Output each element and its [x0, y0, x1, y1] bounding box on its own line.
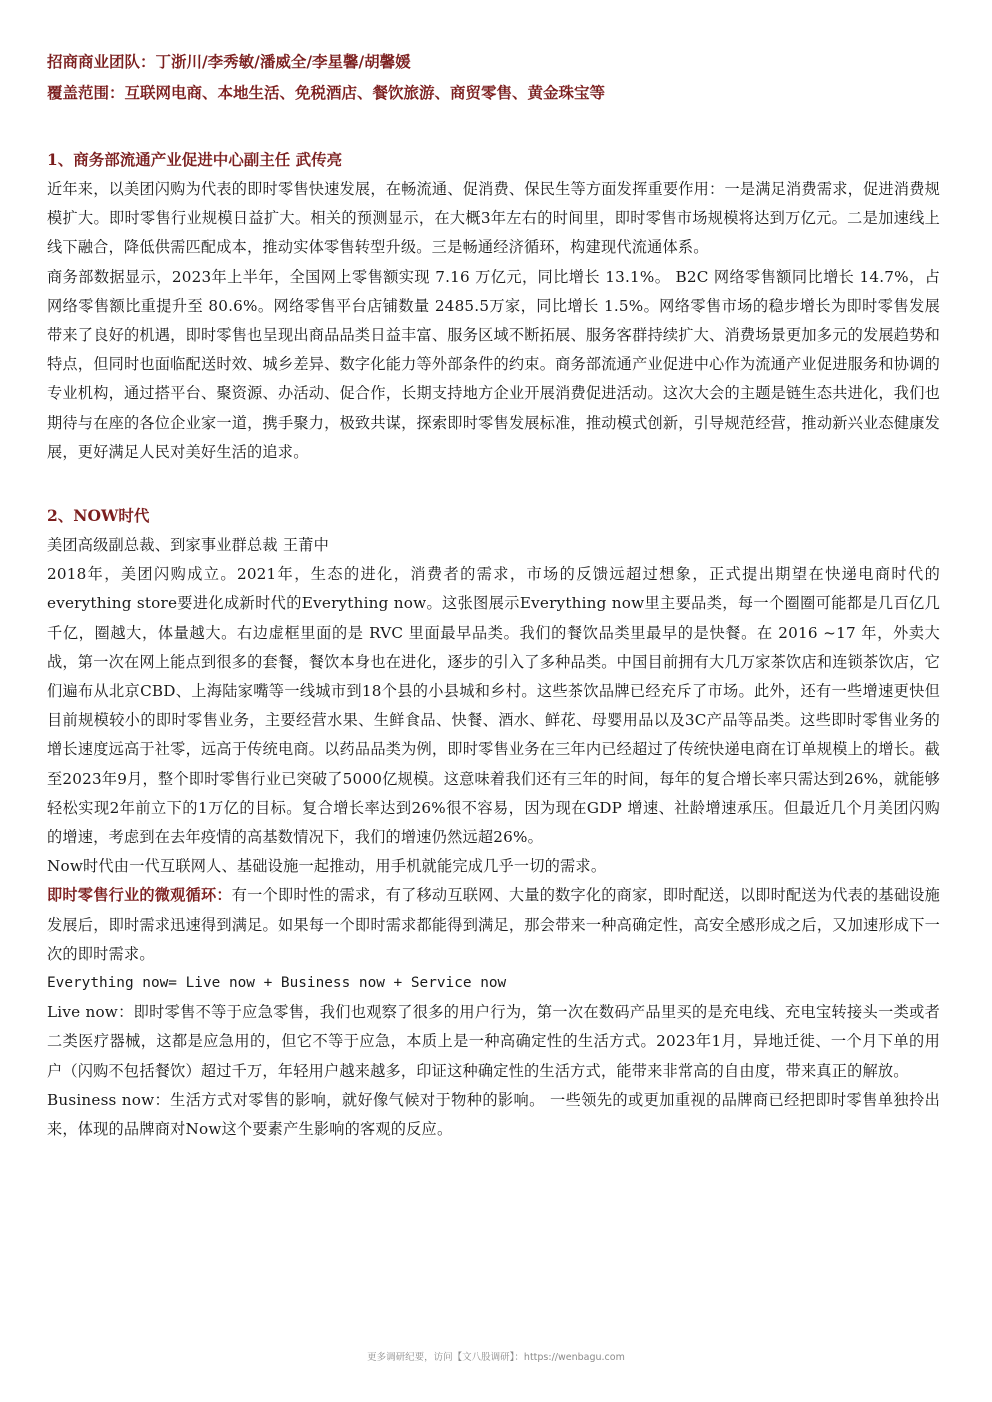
section-1-paragraph-2: 商务部数据显示，2023年上半年，全国网上零售额实现 7.16 万亿元，同比增长 13.1%。 B2C 网络零售额同比增长 14.7%，占网络零售额比重提升至 80.6%。网络零售平台店铺数量 2485.5万家，同比增长 1.5%。网络零售市场的稳步增长为即时零售发展带来了良好的机遇，即时零售也呈现出商品品类日益丰富、服务区域不断拓展、服务客群持续扩大、消费场景更加多元的发展趋势和特点，但同时也面临配送时效、城乡差异、数字化能力等外部条件的约束。商务部流通产业促进中心作为流通产业促进服务和协调的专业机构，通过搭平台、聚资源、办活动、促合作，长期支持地方企业开展消费促进活动。这次大会的主题是链生态共进化，我们也期待与在座的各位企业家一道，携手聚力，极致共谋，探索即时零售发展标准，推动模式创新，引导规范经营，推动新兴业态健康发展，更好满足人民对美好生活的追求。 — [47, 267, 940, 461]
section-2-speaker: 美团高级副总裁、到家事业群总裁 王莆中 — [47, 536, 330, 555]
footer-note: 更多调研纪要，访问【文八股调研】：https://wenbagu.com — [367, 1352, 625, 1363]
micro-cycle-text: 有一个即时性的需求，有了移动互联网、大量的数字化的商家，即时配送，以即时配送为代表的基础设施发展后，即时需求迅速得到满足。如果每一个即时需求都能得到满足，那会带来一种高确定性，高安全感形成之后，又加速形成下一次的即时需求。 — [47, 886, 940, 963]
coverage-line: 覆盖范围：互联网电商、本地生活、免税酒店、餐饮旅游、商贸零售、黄金珠宝等 — [47, 83, 606, 102]
section-1-paragraph-1: 近年来，以美团闪购为代表的即时零售快速发展，在畅流通、促消费、保民生等方面发挥重要作用：一是满足消费需求，促进消费规模扩大。即时零售行业规模日益扩大。相关的预测显示，在大概3年左右的时间里，即时零售市场规模将达到万亿元。二是加速线上线下融合，降低供需匹配成本，推动实体零售转型升级。三是畅通经济循环，构建现代流通体系。 — [47, 180, 940, 257]
business-now-paragraph: Business now：生活方式对零售的影响，就好像气候对于物种的影响。 一些领先的或更加重视的品牌商已经把即时零售单独拎出来，体现的品牌商对Now这个要素产生影响的客观的反应。 — [47, 1090, 940, 1139]
live-now-paragraph: Live now：即时零售不等于应急零售，我们也观察了很多的用户行为，第一次在数码产品里买的是充电线、充电宝转接头一类或者二类医疗器械，这都是应急用的，但它不等于应急，本质上是一种高确定性的生活方式。2023年1月，异地迁徙、一个月下单的用户（闪购不包括餐饮）超过千万，年轻用户越来越多，印证这种确定性的生活方式，能带来非常高的自由度，带来真正的解放。 — [47, 1003, 940, 1080]
section-2-paragraph-1: 2018年，美团闪购成立。2021年，生态的进化，消费者的需求，市场的反馈远超过想象，正式提出期望在快递电商时代的everything store要进化成新时代的Everything now。这张图展示Everything now里主要品类，每一个圈圈可能都是几百亿几千亿，圈越大，体量越大。右边虚框里面的是 RVC 里面最早品类。我们的餐饮品类里最早的是快餐。在 2016 ~17 年，外卖大战，第一次在网上能点到很多的套餐，餐饮本身也在进化，逐步的引入了多种品类。中国目前拥有大几万家茶饮店和连锁茶饮店，它们遍布从北京CBD、上海陆家嘴等一线城市到18个县的小县城和乡村。这些茶饮品牌已经充斥了市场。此外，还有一些增速更快但目前规模较小的即时零售业务，主要经营水果、生鲜食品、快餐、酒水、鲜花、母婴用品以及3C产品等品类。这些即时零售业务的增长速度远高于社零，远高于传统电商。以药品品类为例，即时零售业务在三年内已经超过了传统快递电商在订单规模上的增长。截至2023年9月，整个即时零售行业已突破了5000亿规模。这意味着我们还有三年的时间，每年的复合增长率只需达到26%，就能够轻松实现2年前立下的1万亿的目标。复合增长率达到26%很不容易，因为现在GDP 增速、社龄增速承压。但最近几个月美团闪购的增速，考虑到在去年疫情的高基数情况下，我们的增速仍然远超26%。 — [47, 565, 940, 847]
everything-now-formula: Everything now= Live now + Business now + Service now — [47, 975, 507, 992]
micro-cycle-label: 即时零售行业的微观循环： — [47, 886, 232, 905]
research-team-line: 招商商业团队：丁浙川/李秀敏/潘威全/李星馨/胡馨媛 — [47, 52, 411, 71]
section-1-title: 1、商务部流通产业促进中心副主任 武传亮 — [47, 150, 343, 169]
document-page — [47, 48, 940, 1144]
section-2-title: 2、NOW时代 — [47, 506, 150, 526]
section-2-paragraph-2: Now时代由一代互联网人、基础设施一起推动，用手机就能完成几乎一切的需求。 — [47, 857, 607, 876]
section-2-paragraph-3 — [47, 881, 940, 969]
